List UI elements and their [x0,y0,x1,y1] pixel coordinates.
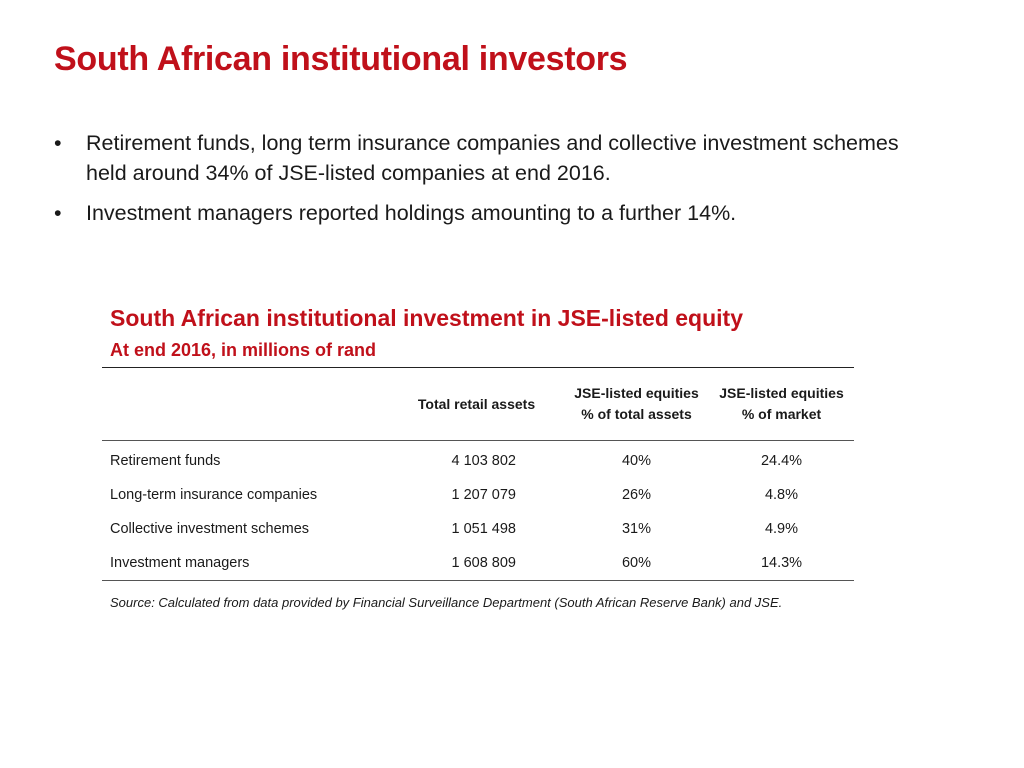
row-total-assets: 1 608 809 [451,555,516,571]
row-total-assets: 1 051 498 [451,521,516,537]
table-subtitle: At end 2016, in millions of rand [110,340,377,360]
bullet-icon: • [54,201,62,225]
table-header-row [102,368,854,441]
row-name: Retirement funds [110,453,221,469]
row-pct-assets: 26% [621,487,652,503]
header-pct-assets-line2: % of total assets [581,406,692,422]
header-name [102,368,389,441]
row-pct-assets: 31% [621,521,652,537]
row-name: Collective investment schemes [110,521,310,537]
row-pct-market: 24.4% [760,453,803,469]
bullet-list [54,128,914,238]
header-pct-market [709,368,854,441]
table-row [102,441,854,479]
page-title: South African institutional investors [54,40,628,78]
source-note: Source: Calculated from data provided by Financial Surveillance Department (South African Reserve Bank) and JSE. [110,595,783,610]
table-row [102,512,854,546]
row-pct-market: 4.9% [764,521,799,537]
bullet-item [54,128,914,188]
table-row [102,546,854,581]
table-title: South African institutional investment in JSE-listed equity [110,305,743,331]
bullet-text: Retirement funds, long term insurance companies and collective investment schemes held around 34% of JSE-listed companies at end 2016. [86,131,899,185]
header-pct-assets-line1: JSE-listed equities [574,385,699,401]
row-pct-assets: 60% [621,555,652,571]
bullet-icon: • [54,131,62,155]
row-pct-market: 14.3% [760,555,803,571]
row-pct-market: 4.8% [764,487,799,503]
bullet-item [54,198,914,228]
investment-table [102,367,854,581]
row-total-assets: 1 207 079 [451,487,516,503]
row-name: Investment managers [110,555,250,571]
bullet-text: Investment managers reported holdings amounting to a further 14%. [86,201,737,225]
header-pct-market-line2: % of market [741,406,822,422]
header-pct-assets [564,368,709,441]
row-pct-assets: 40% [621,453,652,469]
header-pct-market-line1: JSE-listed equities [719,385,844,401]
row-total-assets: 4 103 802 [451,453,516,469]
header-total-assets [389,368,564,441]
table-section [102,305,854,610]
header-total-assets-label: Total retail assets [417,395,536,412]
row-name: Long-term insurance companies [110,487,318,503]
table-row [102,478,854,512]
